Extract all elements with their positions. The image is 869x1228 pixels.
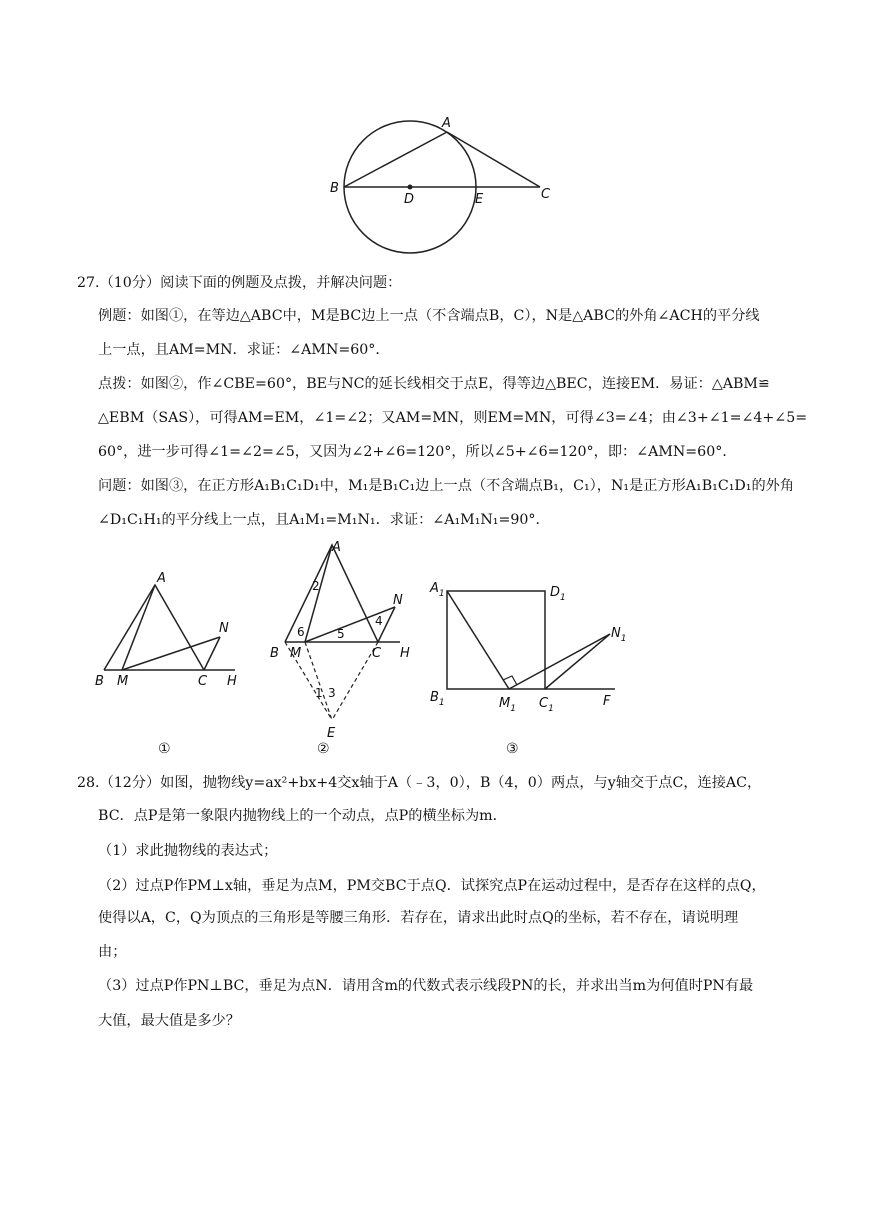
fig2-label-h: H <box>400 646 410 661</box>
q27-line-8: ∠D₁C₁H₁的平分线上一点，且A₁M₁=M₁N₁．求证：∠A₁M₁N₁=90°． <box>98 512 550 528</box>
fig1-label-n: N <box>219 621 229 636</box>
fig2-angle-6: 6 <box>297 625 305 639</box>
q27-line-6: 60°，进一步可得∠1=∠2=∠5，又因为∠2+∠6=120°，所以∠5+∠6=120°，即：∠AMN=60°． <box>98 444 737 460</box>
q27-line-7: 问题：如图③，在正方形A₁B₁C₁D₁中，M₁是B₁C₁边上一点（不含端点B₁，C₁），N₁是正方形A₁B₁C₁D₁的外角 <box>98 478 795 494</box>
fig3-label-b1: $B_1$ <box>430 690 445 708</box>
fig3-label-d1: $D_1$ <box>550 585 566 603</box>
fig1-label-h: H <box>227 674 237 689</box>
q28-line-8: 大值，最大值是多少？ <box>98 1013 240 1029</box>
fig3-label-n1: $N_1$ <box>611 626 627 644</box>
q28-line-4: （2）过点P作PM⊥x轴，垂足为点M，PM交BC于点Q．试探究点P在运动过程中，是否存在这样的点Q， <box>98 878 766 894</box>
fig2-angle-3: 3 <box>328 686 336 700</box>
fig1-label-c: C <box>198 674 208 689</box>
q28-line-3: （1）求此抛物线的表达式； <box>98 843 278 859</box>
fig2-angle-5: 5 <box>337 627 345 641</box>
q27-line-2: 例题：如图①，在等边△ABC中，M是BC边上一点（不含端点B，C），N是△ABC的外角∠ACH的平分线 <box>98 308 760 324</box>
q27-line-1: 27.（10分）阅读下面的例题及点拨，并解决问题： <box>77 275 402 291</box>
q28-line-6: 由； <box>98 944 127 960</box>
q27-line-4: 点拨：如图②，作∠CBE=60°，BE与NC的延长线相交于点E，得等边△BEC，连接EM．易证：△ABM≌ <box>98 376 770 392</box>
fig2-angle-4: 4 <box>375 614 383 628</box>
circle-figure <box>325 110 565 260</box>
fig2-angle-2: 2 <box>312 579 320 593</box>
fig1-label-a: A <box>157 571 166 586</box>
fig3-caption: ③ <box>506 741 519 757</box>
fig2-label-n: N <box>393 593 403 608</box>
fig3-label-m1: $M_1$ <box>499 696 516 714</box>
q28-line-5: 使得以A，C，Q为顶点的三角形是等腰三角形．若存在，请求出此时点Q的坐标，若不存在，请说明理 <box>98 910 739 926</box>
fig2-label-e: E <box>327 726 336 741</box>
fig2-label-c: C <box>372 646 382 661</box>
q28-line-7: （3）过点P作PN⊥BC，垂足为点N．请用含m的代数式表示线段PN的长，并求出当m为何值时PN有最 <box>98 978 754 994</box>
fig2-label-a: A <box>332 540 341 555</box>
q27-line-3: 上一点，且AM=MN．求证：∠AMN=60°． <box>98 342 390 358</box>
fig1-label-b: B <box>95 674 104 689</box>
q28-line-2: BC．点P是第一象限内抛物线上的一个动点，点P的横坐标为m． <box>98 808 507 824</box>
figure-3 <box>425 575 640 760</box>
fig1-caption: ① <box>158 741 171 757</box>
point-label-e: E <box>475 192 484 207</box>
fig3-label-c1: $C_1$ <box>539 696 554 714</box>
fig2-caption: ② <box>317 741 330 757</box>
point-label-c: C <box>541 187 551 202</box>
figure-2 <box>265 535 425 760</box>
fig3-label-a1: $A_1$ <box>430 581 445 599</box>
point-label-d: D <box>404 192 415 207</box>
point-label-b: B <box>330 181 339 196</box>
fig3-label-f: F <box>603 694 611 709</box>
fig2-angle-1: 1 <box>315 686 323 700</box>
fig2-label-m: M <box>290 646 302 661</box>
fig2-label-b: B <box>270 646 279 661</box>
q28-line-1: 28.（12分）如图，抛物线y=ax²+bx+4交x轴于A（﹣3，0），B（4，0）两点，与y轴交于点C，连接AC， <box>77 775 762 791</box>
q27-line-5: △EBM（SAS），可得AM=EM，∠1=∠2；又AM=MN，则EM=MN，可得∠3=∠4；由∠3+∠1=∠4+∠5= <box>98 410 808 426</box>
fig1-label-m: M <box>117 674 129 689</box>
figure-1 <box>90 560 250 760</box>
point-label-a: A <box>442 116 451 131</box>
